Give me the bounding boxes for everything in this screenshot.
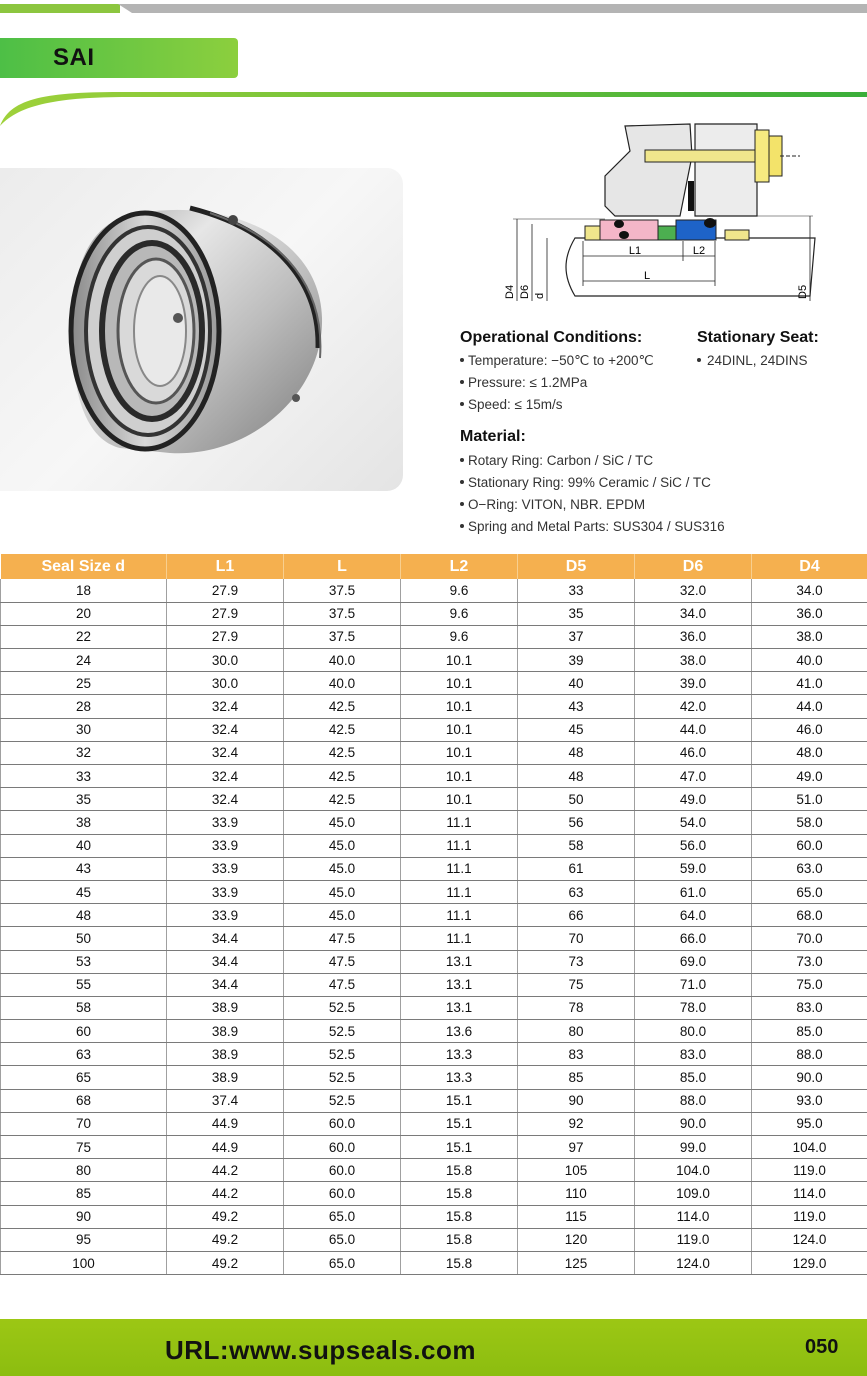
table-cell: 90 — [1, 1205, 167, 1228]
table-cell: 38.9 — [167, 996, 284, 1019]
table-cell: 49.2 — [167, 1228, 284, 1251]
table-cell: 50 — [518, 788, 635, 811]
table-row — [1, 1182, 867, 1205]
header-gray-bar — [132, 4, 867, 13]
housing-shape — [695, 124, 757, 216]
table-cell: 52.5 — [284, 996, 401, 1019]
table-cell: 30.0 — [167, 672, 284, 695]
table-cell: 45.0 — [284, 857, 401, 880]
table-cell: 13.1 — [401, 950, 518, 973]
table-cell: 65.0 — [752, 880, 867, 903]
table-cell: 37.5 — [284, 579, 401, 602]
label-l2: L2 — [692, 245, 706, 257]
table-row — [1, 1251, 867, 1274]
table-cell: 124.0 — [635, 1251, 752, 1274]
table-cell: 63.0 — [752, 857, 867, 880]
table-cell: 64.0 — [635, 904, 752, 927]
table-cell: 49.2 — [167, 1251, 284, 1274]
table-cell: 15.8 — [401, 1205, 518, 1228]
table-cell: 104.0 — [752, 1136, 867, 1159]
table-cell: 66 — [518, 904, 635, 927]
table-cell: 20 — [1, 602, 167, 625]
table-cell: 18 — [1, 579, 167, 602]
table-cell: 15.8 — [401, 1251, 518, 1274]
table-row — [1, 579, 867, 602]
table-cell: 27.9 — [167, 602, 284, 625]
col-header-seal-size: Seal Size d — [1, 554, 167, 579]
table-cell: 93.0 — [752, 1089, 867, 1112]
table-cell: 50 — [1, 927, 167, 950]
table-row — [1, 625, 867, 648]
operational-item-text: Pressure: ≤ 1.2MPa — [468, 375, 588, 390]
table-cell: 44.9 — [167, 1136, 284, 1159]
table-cell: 15.8 — [401, 1159, 518, 1182]
table-cell: 13.3 — [401, 1066, 518, 1089]
table-cell: 60.0 — [284, 1112, 401, 1135]
table-cell: 55 — [1, 973, 167, 996]
table-cell: 119.0 — [635, 1228, 752, 1251]
table-cell: 65.0 — [284, 1228, 401, 1251]
table-cell: 13.3 — [401, 1043, 518, 1066]
table-cell: 114.0 — [635, 1205, 752, 1228]
table-cell: 42.5 — [284, 741, 401, 764]
table-cell: 10.1 — [401, 741, 518, 764]
table-cell: 59.0 — [635, 857, 752, 880]
table-cell: 36.0 — [752, 602, 867, 625]
table-cell: 80.0 — [635, 1020, 752, 1043]
table-cell: 13.6 — [401, 1020, 518, 1043]
table-cell: 32.4 — [167, 741, 284, 764]
table-cell: 48 — [518, 741, 635, 764]
material-item-text: O−Ring: VITON, NBR. EPDM — [468, 497, 646, 512]
table-cell: 39 — [518, 649, 635, 672]
table-cell: 25 — [1, 672, 167, 695]
material-item — [460, 519, 725, 534]
gasket-shape — [688, 181, 694, 211]
table-cell: 68.0 — [752, 904, 867, 927]
table-cell: 51.0 — [752, 788, 867, 811]
table-cell: 15.1 — [401, 1089, 518, 1112]
table-cell: 47.5 — [284, 950, 401, 973]
table-cell: 92 — [518, 1112, 635, 1135]
table-cell: 63 — [518, 880, 635, 903]
table-cell: 34.4 — [167, 950, 284, 973]
table-cell: 49.0 — [635, 788, 752, 811]
table-cell: 11.1 — [401, 857, 518, 880]
table-row — [1, 950, 867, 973]
table-cell: 11.1 — [401, 834, 518, 857]
table-cell: 85 — [518, 1066, 635, 1089]
table-cell: 58 — [518, 834, 635, 857]
col-header-l: L — [284, 554, 401, 579]
material-item — [460, 497, 645, 512]
table-cell: 70 — [1, 1112, 167, 1135]
table-cell: 44.9 — [167, 1112, 284, 1135]
table-cell: 60.0 — [284, 1136, 401, 1159]
table-cell: 44.2 — [167, 1159, 284, 1182]
table-cell: 45.0 — [284, 834, 401, 857]
table-cell: 90.0 — [635, 1112, 752, 1135]
table-row — [1, 857, 867, 880]
table-cell: 32.4 — [167, 718, 284, 741]
table-cell: 47.5 — [284, 973, 401, 996]
table-cell: 78.0 — [635, 996, 752, 1019]
table-cell: 45 — [1, 880, 167, 903]
operational-heading: Operational Conditions: — [460, 329, 643, 346]
table-cell: 85.0 — [752, 1020, 867, 1043]
seal-photo-icon — [0, 168, 403, 491]
table-cell: 24 — [1, 649, 167, 672]
operational-item — [460, 353, 654, 369]
table-row — [1, 1020, 867, 1043]
table-cell: 45 — [518, 718, 635, 741]
table-cell: 38.9 — [167, 1066, 284, 1089]
table-cell: 60.0 — [284, 1159, 401, 1182]
material-item-text: Rotary Ring: Carbon / SiC / TC — [468, 453, 654, 468]
table-cell: 52.5 — [284, 1089, 401, 1112]
col-header-d6: D6 — [635, 554, 752, 579]
material-item — [460, 453, 653, 468]
table-cell: 105 — [518, 1159, 635, 1182]
page-title: SAI — [53, 44, 95, 71]
table-cell: 40 — [518, 672, 635, 695]
table-cell: 60.0 — [752, 834, 867, 857]
table-cell: 37.5 — [284, 625, 401, 648]
gland-shape — [605, 124, 692, 216]
table-cell: 9.6 — [401, 579, 518, 602]
table-row — [1, 996, 867, 1019]
table-cell: 33.9 — [167, 811, 284, 834]
table-cell: 119.0 — [752, 1159, 867, 1182]
table-row — [1, 1159, 867, 1182]
spring-shape — [658, 226, 676, 240]
table-cell: 32.0 — [635, 579, 752, 602]
operational-item — [460, 375, 587, 390]
table-cell: 75 — [518, 973, 635, 996]
table-row — [1, 672, 867, 695]
table-cell: 47.5 — [284, 927, 401, 950]
table-cell: 38.0 — [635, 649, 752, 672]
label-l: L — [643, 270, 651, 282]
table-cell: 42.5 — [284, 718, 401, 741]
header-green-tab — [0, 4, 120, 13]
table-cell: 56.0 — [635, 834, 752, 857]
table-cell: 34.0 — [752, 579, 867, 602]
table-cell: 27.9 — [167, 625, 284, 648]
table-cell: 48 — [1, 904, 167, 927]
table-header-row — [1, 554, 867, 579]
table-row — [1, 880, 867, 903]
table-cell: 80 — [1, 1159, 167, 1182]
page-number: 050 — [805, 1336, 839, 1358]
table-cell: 83 — [518, 1043, 635, 1066]
material-item — [460, 475, 711, 490]
table-cell: 52.5 — [284, 1066, 401, 1089]
table-row — [1, 741, 867, 764]
table-cell: 90 — [518, 1089, 635, 1112]
material-item-text: Stationary Ring: 99% Ceramic / SiC / TC — [468, 475, 711, 490]
table-cell: 9.6 — [401, 625, 518, 648]
table-cell: 85 — [1, 1182, 167, 1205]
table-cell: 88.0 — [752, 1043, 867, 1066]
table-cell: 40 — [1, 834, 167, 857]
table-cell: 100 — [1, 1251, 167, 1274]
col-header-d4: D4 — [752, 554, 867, 579]
table-cell: 10.1 — [401, 788, 518, 811]
table-cell: 115 — [518, 1205, 635, 1228]
table-cell: 11.1 — [401, 927, 518, 950]
operational-item-text: Speed: ≤ 15m/s — [468, 397, 563, 412]
table-cell: 44.2 — [167, 1182, 284, 1205]
material-heading: Material: — [460, 428, 526, 445]
table-cell: 58.0 — [752, 811, 867, 834]
o-ring-2 — [619, 231, 629, 239]
table-row — [1, 834, 867, 857]
table-cell: 73 — [518, 950, 635, 973]
table-cell: 10.1 — [401, 672, 518, 695]
table-cell: 65 — [1, 1066, 167, 1089]
table-cell: 83.0 — [752, 996, 867, 1019]
stationary-seat-heading: Stationary Seat: — [697, 329, 819, 346]
table-cell: 41.0 — [752, 672, 867, 695]
o-ring-1 — [614, 220, 624, 228]
footer-url: URL:www.supseals.com — [165, 1335, 476, 1365]
table-cell: 38 — [1, 811, 167, 834]
table-cell: 119.0 — [752, 1205, 867, 1228]
operational-item-text: Temperature: −50℃ to +200℃ — [468, 353, 654, 368]
table-cell: 60.0 — [284, 1182, 401, 1205]
table-cell: 35 — [518, 602, 635, 625]
table-row — [1, 811, 867, 834]
table-cell: 48 — [518, 765, 635, 788]
table-cell: 99.0 — [635, 1136, 752, 1159]
table-cell: 54.0 — [635, 811, 752, 834]
table-cell: 13.1 — [401, 996, 518, 1019]
table-cell: 33.9 — [167, 834, 284, 857]
table-row — [1, 1112, 867, 1135]
table-cell: 78 — [518, 996, 635, 1019]
table-cell: 43 — [518, 695, 635, 718]
table-cell: 33.9 — [167, 857, 284, 880]
table-cell: 10.1 — [401, 695, 518, 718]
table-cell: 47.0 — [635, 765, 752, 788]
table-row — [1, 904, 867, 927]
table-row — [1, 1043, 867, 1066]
table-cell: 114.0 — [752, 1182, 867, 1205]
table-cell: 63 — [1, 1043, 167, 1066]
table-cell: 40.0 — [284, 649, 401, 672]
table-cell: 120 — [518, 1228, 635, 1251]
col-header-l2: L2 — [401, 554, 518, 579]
table-row — [1, 1205, 867, 1228]
table-cell: 61.0 — [635, 880, 752, 903]
table-cell: 66.0 — [635, 927, 752, 950]
table-cell: 52.5 — [284, 1020, 401, 1043]
table-row — [1, 602, 867, 625]
table-row — [1, 765, 867, 788]
table-cell: 33 — [518, 579, 635, 602]
table-cell: 52.5 — [284, 1043, 401, 1066]
label-d: d — [534, 292, 546, 299]
table-cell: 71.0 — [635, 973, 752, 996]
table-cell: 85.0 — [635, 1066, 752, 1089]
spec-table — [0, 554, 867, 1275]
table-row — [1, 718, 867, 741]
shaft-shape — [566, 238, 815, 296]
table-cell: 30 — [1, 718, 167, 741]
product-photo — [0, 168, 403, 491]
stationary-seat-item-text: 24DINL, 24DINS — [707, 353, 808, 368]
table-cell: 60 — [1, 1020, 167, 1043]
table-cell: 10.1 — [401, 765, 518, 788]
table-cell: 46.0 — [752, 718, 867, 741]
table-cell: 33 — [1, 765, 167, 788]
table-cell: 129.0 — [752, 1251, 867, 1274]
rotary-ring-shape — [600, 220, 658, 240]
operational-item — [460, 397, 562, 412]
table-cell: 69.0 — [635, 950, 752, 973]
table-cell: 83.0 — [635, 1043, 752, 1066]
table-cell: 11.1 — [401, 880, 518, 903]
table-row — [1, 1228, 867, 1251]
table-cell: 10.1 — [401, 718, 518, 741]
table-cell: 70 — [518, 927, 635, 950]
table-cell: 34.4 — [167, 927, 284, 950]
table-cell: 42.0 — [635, 695, 752, 718]
table-row — [1, 973, 867, 996]
cross-section-diagram — [495, 116, 830, 310]
table-cell: 32.4 — [167, 695, 284, 718]
table-cell: 61 — [518, 857, 635, 880]
table-cell: 44.0 — [752, 695, 867, 718]
table-row — [1, 927, 867, 950]
table-row — [1, 649, 867, 672]
table-cell: 32.4 — [167, 765, 284, 788]
table-cell: 97 — [518, 1136, 635, 1159]
table-cell: 28 — [1, 695, 167, 718]
table-cell: 88.0 — [635, 1089, 752, 1112]
table-cell: 124.0 — [752, 1228, 867, 1251]
table-cell: 49.0 — [752, 765, 867, 788]
table-cell: 125 — [518, 1251, 635, 1274]
title-banner — [0, 38, 238, 78]
table-cell: 22 — [1, 625, 167, 648]
washer-shape — [755, 130, 769, 182]
table-body — [1, 579, 867, 1275]
table-cell: 15.8 — [401, 1228, 518, 1251]
table-cell: 53 — [1, 950, 167, 973]
table-cell: 49.2 — [167, 1205, 284, 1228]
table-cell: 15.8 — [401, 1182, 518, 1205]
table-cell: 42.5 — [284, 788, 401, 811]
table-cell: 42.5 — [284, 765, 401, 788]
table-cell: 56 — [518, 811, 635, 834]
table-cell: 65.0 — [284, 1251, 401, 1274]
table-row — [1, 1066, 867, 1089]
table-cell: 75 — [1, 1136, 167, 1159]
label-d5: D5 — [797, 284, 809, 299]
table-cell: 37.5 — [284, 602, 401, 625]
table-cell: 65.0 — [284, 1205, 401, 1228]
label-l1: L1 — [628, 245, 642, 257]
table-cell: 35 — [1, 788, 167, 811]
table-cell: 32.4 — [167, 788, 284, 811]
table-cell: 13.1 — [401, 973, 518, 996]
table-cell: 11.1 — [401, 904, 518, 927]
table-row — [1, 1089, 867, 1112]
table-cell: 45.0 — [284, 880, 401, 903]
table-cell: 39.0 — [635, 672, 752, 695]
table-cell: 38.0 — [752, 625, 867, 648]
table-cell: 104.0 — [635, 1159, 752, 1182]
table-cell: 34.0 — [635, 602, 752, 625]
table-cell: 33.9 — [167, 904, 284, 927]
table-cell: 46.0 — [635, 741, 752, 764]
table-cell: 42.5 — [284, 695, 401, 718]
table-cell: 37.4 — [167, 1089, 284, 1112]
table-cell: 80 — [518, 1020, 635, 1043]
table-cell: 15.1 — [401, 1112, 518, 1135]
table-cell: 45.0 — [284, 904, 401, 927]
table-cell: 34.4 — [167, 973, 284, 996]
material-item-text: Spring and Metal Parts: SUS304 / SUS316 — [468, 519, 725, 534]
table-cell: 36.0 — [635, 625, 752, 648]
table-cell: 27.9 — [167, 579, 284, 602]
table-cell: 90.0 — [752, 1066, 867, 1089]
table-cell: 73.0 — [752, 950, 867, 973]
table-cell: 95 — [1, 1228, 167, 1251]
stationary-seat-item — [697, 353, 808, 368]
col-header-l1: L1 — [167, 554, 284, 579]
table-cell: 40.0 — [752, 649, 867, 672]
table-cell: 95.0 — [752, 1112, 867, 1135]
table-row — [1, 695, 867, 718]
o-ring-3 — [704, 218, 716, 228]
label-d4: D4 — [504, 284, 516, 299]
col-header-d5: D5 — [518, 554, 635, 579]
table-cell: 70.0 — [752, 927, 867, 950]
table-row — [1, 788, 867, 811]
table-row — [1, 1136, 867, 1159]
table-cell: 40.0 — [284, 672, 401, 695]
table-cell: 75.0 — [752, 973, 867, 996]
table-cell: 110 — [518, 1182, 635, 1205]
table-cell: 11.1 — [401, 811, 518, 834]
table-cell: 43 — [1, 857, 167, 880]
table-cell: 44.0 — [635, 718, 752, 741]
table-cell: 15.1 — [401, 1136, 518, 1159]
table-cell: 48.0 — [752, 741, 867, 764]
label-d6: D6 — [519, 284, 531, 299]
table-cell: 38.9 — [167, 1020, 284, 1043]
table-cell: 45.0 — [284, 811, 401, 834]
table-cell: 38.9 — [167, 1043, 284, 1066]
pin-shape — [725, 230, 749, 240]
table-cell: 30.0 — [167, 649, 284, 672]
table-cell: 33.9 — [167, 880, 284, 903]
table-cell: 58 — [1, 996, 167, 1019]
table-cell: 68 — [1, 1089, 167, 1112]
table-cell: 32 — [1, 741, 167, 764]
table-cell: 10.1 — [401, 649, 518, 672]
table-cell: 9.6 — [401, 602, 518, 625]
table-cell: 109.0 — [635, 1182, 752, 1205]
table-cell: 37 — [518, 625, 635, 648]
